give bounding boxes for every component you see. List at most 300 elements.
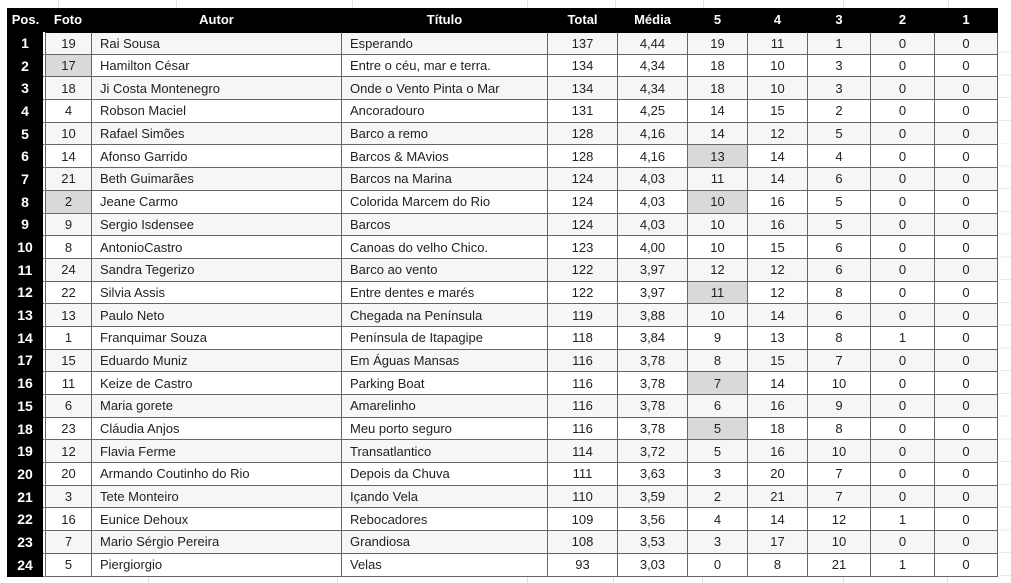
col-header-titulo[interactable]: Título — [342, 8, 548, 32]
media-cell[interactable]: 4,34 — [618, 55, 688, 78]
total-cell[interactable]: 93 — [548, 554, 618, 577]
votes-2-cell[interactable]: 0 — [871, 236, 935, 259]
votes-4-cell[interactable]: 14 — [748, 168, 808, 191]
sheet-gridline — [615, 0, 616, 8]
sheet-gridline — [843, 0, 844, 8]
votes-4-cell[interactable]: 8 — [748, 554, 808, 577]
votes-5-cell[interactable]: 2 — [688, 486, 748, 509]
votes-1-cell[interactable]: 0 — [935, 531, 998, 554]
autor-cell[interactable]: AntonioCastro — [92, 236, 342, 259]
titulo-cell[interactable]: Parking Boat — [342, 372, 548, 395]
media-cell[interactable]: 3,97 — [618, 282, 688, 305]
votes-4-cell[interactable]: 10 — [748, 77, 808, 100]
table-row — [7, 508, 998, 531]
votes-1-cell[interactable]: 0 — [935, 395, 998, 418]
votes-5-cell[interactable]: 11 — [688, 168, 748, 191]
media-cell[interactable]: 3,88 — [618, 304, 688, 327]
votes-4-cell[interactable]: 18 — [748, 418, 808, 441]
votes-1-cell[interactable]: 0 — [935, 55, 998, 78]
total-cell[interactable]: 111 — [548, 463, 618, 486]
votes-4-cell[interactable]: 14 — [748, 145, 808, 168]
votes-4-cell[interactable]: 14 — [748, 508, 808, 531]
votes-1-cell[interactable]: 0 — [935, 145, 998, 168]
votes-2-cell[interactable]: 0 — [871, 77, 935, 100]
autor-cell[interactable]: Afonso Garrido — [92, 145, 342, 168]
titulo-cell[interactable]: Península de Itapagipe — [342, 327, 548, 350]
media-cell[interactable]: 3,03 — [618, 554, 688, 577]
votes-3-cell[interactable]: 8 — [808, 282, 871, 305]
media-cell[interactable]: 3,84 — [618, 327, 688, 350]
votes-4-cell[interactable]: 16 — [748, 395, 808, 418]
foto-cell[interactable]: 13 — [45, 304, 92, 327]
votes-2-cell[interactable]: 0 — [871, 418, 935, 441]
votes-1-cell[interactable]: 0 — [935, 440, 998, 463]
votes-3-cell[interactable]: 10 — [808, 531, 871, 554]
media-cell[interactable]: 4,44 — [618, 32, 688, 55]
votes-2-cell[interactable]: 1 — [871, 327, 935, 350]
votes-3-cell[interactable]: 21 — [808, 554, 871, 577]
pos-cell[interactable]: 6 — [7, 145, 45, 168]
votes-5-cell[interactable]: 0 — [688, 554, 748, 577]
titulo-cell[interactable]: Barco ao vento — [342, 259, 548, 282]
media-cell[interactable]: 3,53 — [618, 531, 688, 554]
votes-1-cell[interactable]: 0 — [935, 191, 998, 214]
sheet-gridline — [148, 577, 149, 583]
titulo-cell[interactable]: Barcos — [342, 214, 548, 237]
media-cell[interactable]: 3,78 — [618, 372, 688, 395]
foto-cell[interactable]: 5 — [45, 554, 92, 577]
votes-3-cell[interactable]: 8 — [808, 418, 871, 441]
votes-5-cell[interactable]: 4 — [688, 508, 748, 531]
table-row — [7, 100, 998, 123]
votes-4-cell[interactable]: 12 — [748, 123, 808, 146]
pos-cell[interactable]: 14 — [7, 327, 45, 350]
titulo-cell[interactable]: Barco a remo — [342, 123, 548, 146]
votes-3-cell[interactable]: 5 — [808, 191, 871, 214]
foto-cell[interactable]: 12 — [45, 440, 92, 463]
votes-2-cell[interactable]: 0 — [871, 55, 935, 78]
votes-3-cell[interactable]: 4 — [808, 145, 871, 168]
votes-3-cell[interactable]: 6 — [808, 168, 871, 191]
autor-cell[interactable]: Sergio Isdensee — [92, 214, 342, 237]
total-cell[interactable]: 134 — [548, 55, 618, 78]
votes-1-cell[interactable]: 0 — [935, 168, 998, 191]
foto-cell[interactable]: 7 — [45, 531, 92, 554]
votes-5-cell[interactable]: 8 — [688, 350, 748, 373]
table-row — [7, 145, 998, 168]
votes-4-cell[interactable]: 10 — [748, 55, 808, 78]
table-row — [7, 440, 998, 463]
votes-4-cell[interactable]: 14 — [748, 372, 808, 395]
titulo-cell[interactable]: Colorida Marcem do Rio — [342, 191, 548, 214]
table-row — [7, 486, 998, 509]
col-header-3[interactable]: 3 — [808, 8, 871, 32]
votes-3-cell[interactable]: 3 — [808, 55, 871, 78]
titulo-cell[interactable]: Grandiosa — [342, 531, 548, 554]
autor-cell[interactable]: Armando Coutinho do Rio — [92, 463, 342, 486]
votes-4-cell[interactable]: 12 — [748, 259, 808, 282]
autor-cell[interactable]: Flavia Ferme — [92, 440, 342, 463]
titulo-cell[interactable]: Velas — [342, 554, 548, 577]
votes-3-cell[interactable]: 6 — [808, 236, 871, 259]
total-cell[interactable]: 128 — [548, 123, 618, 146]
titulo-cell[interactable]: Onde o Vento Pinta o Mar — [342, 77, 548, 100]
titulo-cell[interactable]: Chegada na Península — [342, 304, 548, 327]
votes-4-cell[interactable]: 20 — [748, 463, 808, 486]
pos-cell[interactable]: 9 — [7, 214, 45, 237]
total-cell[interactable]: 124 — [548, 168, 618, 191]
col-header-pos[interactable]: Pos. — [7, 8, 45, 32]
votes-2-cell[interactable]: 0 — [871, 168, 935, 191]
media-cell[interactable]: 3,56 — [618, 508, 688, 531]
col-header-autor[interactable]: Autor — [92, 8, 342, 32]
titulo-cell[interactable]: Transatlantico — [342, 440, 548, 463]
foto-cell[interactable]: 15 — [45, 350, 92, 373]
ranking-table — [7, 8, 998, 577]
foto-cell[interactable]: 10 — [45, 123, 92, 146]
votes-5-cell[interactable]: 10 — [688, 191, 748, 214]
total-cell[interactable]: 124 — [548, 191, 618, 214]
foto-cell[interactable]: 22 — [45, 282, 92, 305]
votes-2-cell[interactable]: 0 — [871, 463, 935, 486]
votes-5-cell[interactable]: 3 — [688, 463, 748, 486]
autor-cell[interactable]: Paulo Neto — [92, 304, 342, 327]
media-cell[interactable]: 4,00 — [618, 236, 688, 259]
votes-4-cell[interactable]: 11 — [748, 32, 808, 55]
votes-5-cell[interactable]: 13 — [688, 145, 748, 168]
votes-1-cell[interactable]: 0 — [935, 327, 998, 350]
pos-cell[interactable]: 4 — [7, 100, 45, 123]
votes-3-cell[interactable]: 12 — [808, 508, 871, 531]
votes-3-cell[interactable]: 8 — [808, 327, 871, 350]
votes-1-cell[interactable]: 0 — [935, 508, 998, 531]
sheet-gridline — [948, 0, 949, 8]
col-header-total[interactable]: Total — [548, 8, 618, 32]
votes-2-cell[interactable]: 0 — [871, 214, 935, 237]
votes-5-cell[interactable]: 10 — [688, 236, 748, 259]
pos-cell[interactable]: 3 — [7, 77, 45, 100]
autor-cell[interactable]: Keize de Castro — [92, 372, 342, 395]
titulo-cell[interactable]: Meu porto seguro — [342, 418, 548, 441]
pos-cell[interactable]: 23 — [7, 531, 45, 554]
pos-cell[interactable]: 15 — [7, 395, 45, 418]
votes-1-cell[interactable]: 0 — [935, 486, 998, 509]
votes-3-cell[interactable]: 1 — [808, 32, 871, 55]
votes-5-cell[interactable]: 19 — [688, 32, 748, 55]
total-cell[interactable]: 109 — [548, 508, 618, 531]
autor-cell[interactable]: Rafael Simões — [92, 123, 342, 146]
votes-2-cell[interactable]: 1 — [871, 554, 935, 577]
pos-cell[interactable]: 24 — [7, 554, 45, 577]
votes-5-cell[interactable]: 14 — [688, 100, 748, 123]
total-cell[interactable]: 119 — [548, 304, 618, 327]
autor-cell[interactable]: Rai Sousa — [92, 32, 342, 55]
pos-cell[interactable]: 2 — [7, 55, 45, 78]
votes-4-cell[interactable]: 15 — [748, 100, 808, 123]
col-header-foto[interactable]: Foto — [45, 8, 92, 32]
votes-4-cell[interactable]: 17 — [748, 531, 808, 554]
titulo-cell[interactable]: Içando Vela — [342, 486, 548, 509]
media-cell[interactable]: 4,03 — [618, 168, 688, 191]
media-cell[interactable]: 4,16 — [618, 123, 688, 146]
col-header-2[interactable]: 2 — [871, 8, 935, 32]
votes-1-cell[interactable]: 0 — [935, 77, 998, 100]
titulo-cell[interactable]: Entre o céu, mar e terra. — [342, 55, 548, 78]
autor-cell[interactable]: Tete Monteiro — [92, 486, 342, 509]
votes-5-cell[interactable]: 11 — [688, 282, 748, 305]
pos-cell[interactable]: 12 — [7, 282, 45, 305]
titulo-cell[interactable]: Em Águas Mansas — [342, 350, 548, 373]
votes-5-cell[interactable]: 10 — [688, 214, 748, 237]
votes-5-cell[interactable]: 7 — [688, 372, 748, 395]
votes-2-cell[interactable]: 0 — [871, 32, 935, 55]
pos-cell[interactable]: 18 — [7, 418, 45, 441]
foto-cell[interactable]: 16 — [45, 508, 92, 531]
foto-cell[interactable]: 14 — [45, 145, 92, 168]
media-cell[interactable]: 4,25 — [618, 100, 688, 123]
sheet-margin-right — [999, 30, 1011, 576]
total-cell[interactable]: 122 — [548, 282, 618, 305]
votes-1-cell[interactable]: 0 — [935, 418, 998, 441]
votes-1-cell[interactable]: 0 — [935, 463, 998, 486]
votes-4-cell[interactable]: 16 — [748, 440, 808, 463]
total-cell[interactable]: 124 — [548, 214, 618, 237]
col-header-media[interactable]: Média — [618, 8, 688, 32]
total-cell[interactable]: 116 — [548, 350, 618, 373]
votes-1-cell[interactable]: 0 — [935, 236, 998, 259]
pos-cell[interactable]: 8 — [7, 191, 45, 214]
foto-cell[interactable]: 2 — [45, 191, 92, 214]
votes-2-cell[interactable]: 0 — [871, 191, 935, 214]
pos-cell[interactable]: 17 — [7, 350, 45, 373]
votes-3-cell[interactable]: 6 — [808, 259, 871, 282]
foto-cell[interactable]: 23 — [45, 418, 92, 441]
table-row — [7, 191, 998, 214]
votes-4-cell[interactable]: 14 — [748, 304, 808, 327]
autor-cell[interactable]: Ji Costa Montenegro — [92, 77, 342, 100]
votes-4-cell[interactable]: 16 — [748, 214, 808, 237]
titulo-cell[interactable]: Barcos na Marina — [342, 168, 548, 191]
votes-2-cell[interactable]: 0 — [871, 395, 935, 418]
votes-4-cell[interactable]: 16 — [748, 191, 808, 214]
pos-cell[interactable]: 5 — [7, 123, 45, 146]
total-cell[interactable]: 122 — [548, 259, 618, 282]
votes-2-cell[interactable]: 0 — [871, 350, 935, 373]
autor-cell[interactable]: Silvia Assis — [92, 282, 342, 305]
foto-cell[interactable]: 11 — [45, 372, 92, 395]
votes-5-cell[interactable]: 3 — [688, 531, 748, 554]
votes-3-cell[interactable]: 10 — [808, 372, 871, 395]
pos-cell[interactable]: 16 — [7, 372, 45, 395]
total-cell[interactable]: 110 — [548, 486, 618, 509]
col-header-5[interactable]: 5 — [688, 8, 748, 32]
media-cell[interactable]: 3,78 — [618, 418, 688, 441]
table-row — [7, 350, 998, 373]
foto-cell[interactable]: 20 — [45, 463, 92, 486]
total-cell[interactable]: 123 — [548, 236, 618, 259]
pos-cell[interactable]: 11 — [7, 259, 45, 282]
pos-cell[interactable]: 10 — [7, 236, 45, 259]
votes-3-cell[interactable]: 6 — [808, 304, 871, 327]
media-cell[interactable]: 4,16 — [618, 145, 688, 168]
votes-1-cell[interactable]: 0 — [935, 282, 998, 305]
foto-cell[interactable]: 8 — [45, 236, 92, 259]
table-row — [7, 327, 998, 350]
titulo-cell[interactable]: Canoas do velho Chico. — [342, 236, 548, 259]
votes-3-cell[interactable]: 7 — [808, 463, 871, 486]
media-cell[interactable]: 3,72 — [618, 440, 688, 463]
votes-2-cell[interactable]: 0 — [871, 486, 935, 509]
media-cell[interactable]: 3,63 — [618, 463, 688, 486]
votes-2-cell[interactable]: 0 — [871, 145, 935, 168]
total-cell[interactable]: 131 — [548, 100, 618, 123]
votes-2-cell[interactable]: 0 — [871, 372, 935, 395]
foto-cell[interactable]: 24 — [45, 259, 92, 282]
total-cell[interactable]: 116 — [548, 395, 618, 418]
autor-cell[interactable]: Cláudia Anjos — [92, 418, 342, 441]
col-header-1[interactable]: 1 — [935, 8, 998, 32]
votes-4-cell[interactable]: 12 — [748, 282, 808, 305]
votes-5-cell[interactable]: 18 — [688, 55, 748, 78]
votes-5-cell[interactable]: 6 — [688, 395, 748, 418]
foto-cell[interactable]: 6 — [45, 395, 92, 418]
table-body — [7, 32, 998, 577]
pos-cell[interactable]: 20 — [7, 463, 45, 486]
total-cell[interactable]: 108 — [548, 531, 618, 554]
foto-cell[interactable]: 1 — [45, 327, 92, 350]
media-cell[interactable]: 3,59 — [618, 486, 688, 509]
votes-2-cell[interactable]: 1 — [871, 508, 935, 531]
titulo-cell[interactable]: Amarelinho — [342, 395, 548, 418]
pos-cell[interactable]: 13 — [7, 304, 45, 327]
autor-cell[interactable]: Sandra Tegerizo — [92, 259, 342, 282]
votes-4-cell[interactable]: 15 — [748, 236, 808, 259]
foto-cell[interactable]: 17 — [45, 55, 92, 78]
col-header-4[interactable]: 4 — [748, 8, 808, 32]
votes-3-cell[interactable]: 5 — [808, 214, 871, 237]
votes-3-cell[interactable]: 9 — [808, 395, 871, 418]
votes-4-cell[interactable]: 13 — [748, 327, 808, 350]
autor-cell[interactable]: Mario Sérgio Pereira — [92, 531, 342, 554]
votes-1-cell[interactable]: 0 — [935, 350, 998, 373]
titulo-cell[interactable]: Rebocadores — [342, 508, 548, 531]
votes-1-cell[interactable]: 0 — [935, 123, 998, 146]
total-cell[interactable]: 114 — [548, 440, 618, 463]
autor-cell[interactable]: Eunice Dehoux — [92, 508, 342, 531]
titulo-cell[interactable]: Depois da Chuva — [342, 463, 548, 486]
votes-5-cell[interactable]: 14 — [688, 123, 748, 146]
total-cell[interactable]: 116 — [548, 372, 618, 395]
votes-2-cell[interactable]: 0 — [871, 100, 935, 123]
pos-cell[interactable]: 19 — [7, 440, 45, 463]
votes-3-cell[interactable]: 5 — [808, 123, 871, 146]
pos-cell[interactable]: 1 — [7, 32, 45, 55]
autor-cell[interactable]: Beth Guimarães — [92, 168, 342, 191]
votes-1-cell[interactable]: 0 — [935, 32, 998, 55]
titulo-cell[interactable]: Entre dentes e marés — [342, 282, 548, 305]
foto-cell[interactable]: 19 — [45, 32, 92, 55]
foto-cell[interactable]: 18 — [45, 77, 92, 100]
votes-2-cell[interactable]: 0 — [871, 123, 935, 146]
pos-cell[interactable]: 7 — [7, 168, 45, 191]
votes-1-cell[interactable]: 0 — [935, 259, 998, 282]
votes-3-cell[interactable]: 3 — [808, 77, 871, 100]
total-cell[interactable]: 134 — [548, 77, 618, 100]
autor-cell[interactable]: Hamilton César — [92, 55, 342, 78]
votes-3-cell[interactable]: 10 — [808, 440, 871, 463]
votes-1-cell[interactable]: 0 — [935, 304, 998, 327]
table-row — [7, 395, 998, 418]
votes-1-cell[interactable]: 0 — [935, 372, 998, 395]
votes-5-cell[interactable]: 9 — [688, 327, 748, 350]
table-row — [7, 418, 998, 441]
titulo-cell[interactable]: Barcos & MAvios — [342, 145, 548, 168]
votes-3-cell[interactable]: 7 — [808, 350, 871, 373]
foto-cell[interactable]: 9 — [45, 214, 92, 237]
titulo-cell[interactable]: Esperando — [342, 32, 548, 55]
foto-cell[interactable]: 4 — [45, 100, 92, 123]
titulo-cell[interactable]: Ancoradouro — [342, 100, 548, 123]
autor-cell[interactable]: Maria gorete — [92, 395, 342, 418]
votes-2-cell[interactable]: 0 — [871, 440, 935, 463]
pos-cell[interactable]: 22 — [7, 508, 45, 531]
foto-cell[interactable]: 21 — [45, 168, 92, 191]
votes-2-cell[interactable]: 0 — [871, 259, 935, 282]
votes-5-cell[interactable]: 10 — [688, 304, 748, 327]
votes-3-cell[interactable]: 2 — [808, 100, 871, 123]
votes-4-cell[interactable]: 15 — [748, 350, 808, 373]
total-cell[interactable]: 118 — [548, 327, 618, 350]
total-cell[interactable]: 128 — [548, 145, 618, 168]
votes-5-cell[interactable]: 18 — [688, 77, 748, 100]
table-row — [7, 304, 998, 327]
media-cell[interactable]: 3,78 — [618, 350, 688, 373]
media-cell[interactable]: 4,03 — [618, 214, 688, 237]
table-row — [7, 123, 998, 146]
autor-cell[interactable]: Franquimar Souza — [92, 327, 342, 350]
table-row — [7, 554, 998, 577]
votes-2-cell[interactable]: 0 — [871, 531, 935, 554]
votes-3-cell[interactable]: 7 — [808, 486, 871, 509]
votes-1-cell[interactable]: 0 — [935, 554, 998, 577]
media-cell[interactable]: 4,03 — [618, 191, 688, 214]
table-row — [7, 372, 998, 395]
sheet-gridline — [176, 0, 177, 8]
votes-1-cell[interactable]: 0 — [935, 214, 998, 237]
total-cell[interactable]: 116 — [548, 418, 618, 441]
pos-cell[interactable]: 21 — [7, 486, 45, 509]
media-cell[interactable]: 3,97 — [618, 259, 688, 282]
media-cell[interactable]: 3,78 — [618, 395, 688, 418]
autor-cell[interactable]: Eduardo Muniz — [92, 350, 342, 373]
media-cell[interactable]: 4,34 — [618, 77, 688, 100]
autor-cell[interactable]: Robson Maciel — [92, 100, 342, 123]
autor-cell[interactable]: Jeane Carmo — [92, 191, 342, 214]
votes-1-cell[interactable]: 0 — [935, 100, 998, 123]
votes-2-cell[interactable]: 0 — [871, 282, 935, 305]
foto-cell[interactable]: 3 — [45, 486, 92, 509]
votes-5-cell[interactable]: 5 — [688, 418, 748, 441]
votes-5-cell[interactable]: 5 — [688, 440, 748, 463]
votes-4-cell[interactable]: 21 — [748, 486, 808, 509]
votes-5-cell[interactable]: 12 — [688, 259, 748, 282]
table-row — [7, 32, 998, 55]
total-cell[interactable]: 137 — [548, 32, 618, 55]
autor-cell[interactable]: Piergiorgio — [92, 554, 342, 577]
table-row — [7, 214, 998, 237]
votes-2-cell[interactable]: 0 — [871, 304, 935, 327]
table-row — [7, 168, 998, 191]
